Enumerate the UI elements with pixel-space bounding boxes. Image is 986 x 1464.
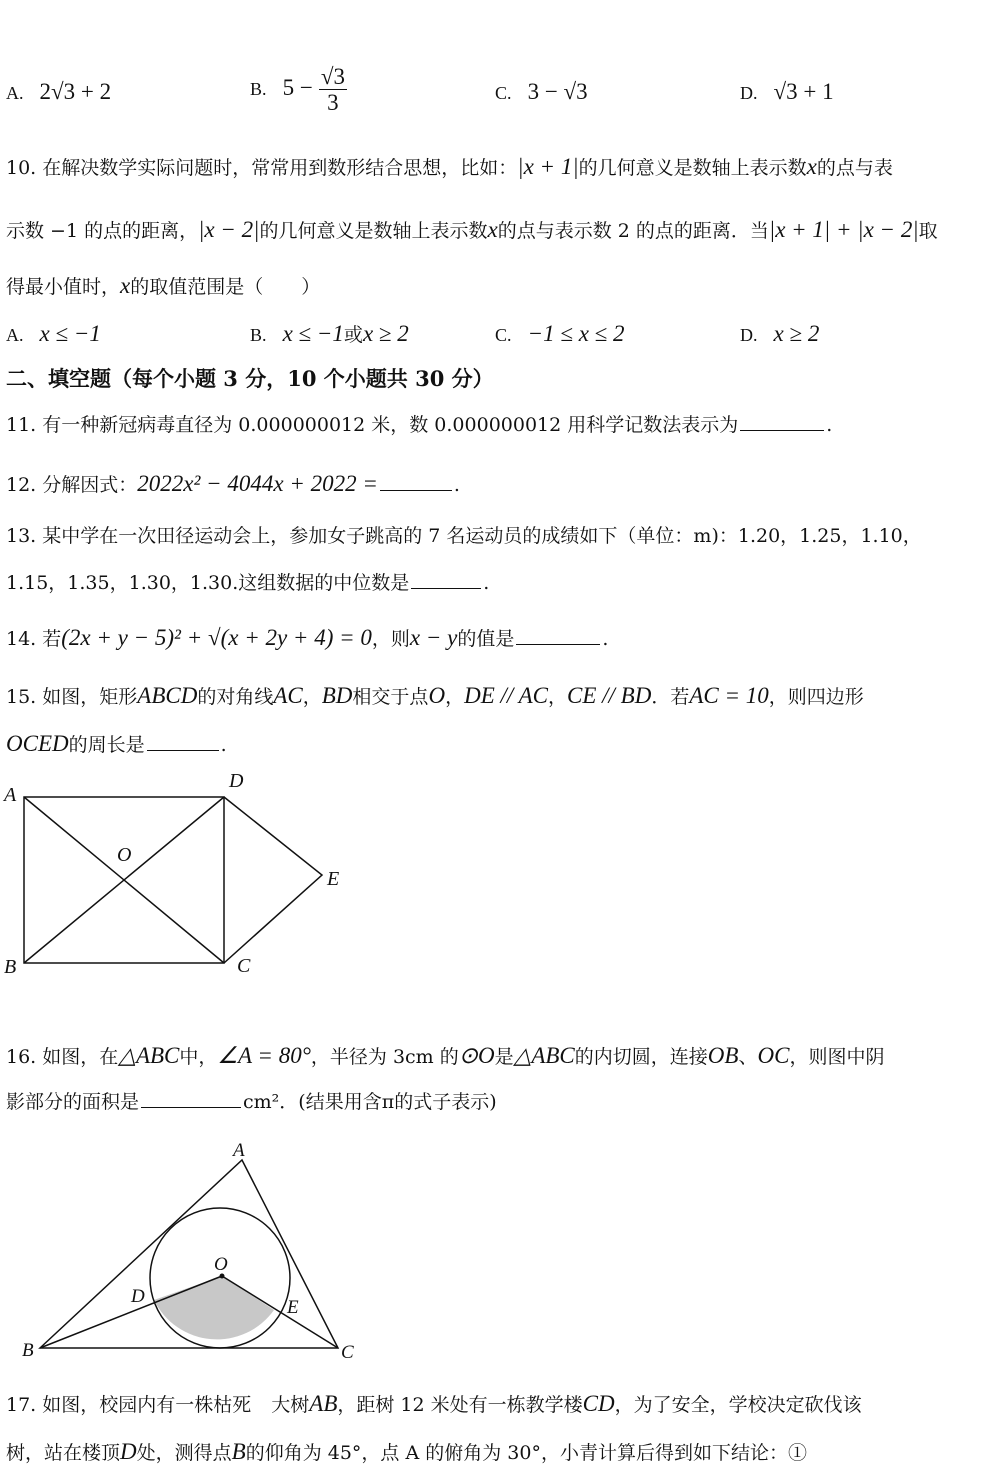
fraction-numerator: √3 [320, 64, 345, 89]
math: x [120, 273, 131, 298]
text: ，半径为 3cm 的 [310, 1046, 459, 1068]
math: |x + 1| + |x − 2| [768, 217, 919, 242]
math: x [806, 154, 817, 179]
math: DE // AC [464, 683, 548, 708]
text: 17. 如图，校园内有一株枯死 [6, 1394, 252, 1416]
text: . [483, 572, 490, 594]
math: ABCD [137, 683, 198, 708]
option-label: A. [6, 325, 24, 345]
text: ，则 [371, 628, 410, 650]
label-b: B [4, 956, 17, 978]
text: ，则四边形 [768, 686, 864, 708]
math: x − y [409, 625, 458, 650]
q10-option-d [740, 322, 819, 345]
math: BD [321, 683, 353, 708]
text: ．若 [651, 686, 690, 708]
math: AB [309, 1391, 338, 1416]
text: 11. 有一种新冠病毒直径为 0.000000012 米，数 0.000000012 用科学记数法表示为 [6, 414, 739, 436]
text: ， [445, 686, 465, 708]
text: 10. 在解决数学实际问题时，常常用到数形结合思想，比如： [6, 157, 518, 179]
option-label: A. [6, 83, 24, 103]
text: . [826, 414, 833, 436]
text: . [453, 474, 460, 496]
option-label: B. [250, 325, 267, 345]
text: cm²．(结果用含 [243, 1091, 382, 1113]
answer-blank[interactable] [740, 429, 824, 431]
text: 12. 分解因式： [6, 474, 138, 496]
math: OCED [6, 731, 69, 756]
q10-option-b [250, 322, 409, 345]
q13-line-2 [6, 574, 489, 593]
text: 的值是 [457, 628, 515, 650]
math: ⊙O [458, 1043, 495, 1068]
math: OB [707, 1043, 739, 1068]
text: 的点与表示数 2 的点的距离．当 [497, 220, 769, 242]
q10-option-a [6, 322, 101, 345]
q10-line-2 [6, 218, 938, 241]
q10-line-1 [6, 155, 893, 178]
q15-line-2 [6, 732, 227, 755]
label-o: O [214, 1254, 228, 1275]
math: OC [757, 1043, 790, 1068]
text: 的几何意义是数轴上表示数 [578, 157, 807, 179]
option-math: √3 + 1 [773, 79, 834, 104]
math: O [428, 683, 446, 708]
text: ， [548, 686, 568, 708]
text: 的仰角为 45°，点 A 的俯角为 30°，小青计算后得到如下结论：① [245, 1442, 807, 1464]
math: ∠A = 80° [217, 1043, 311, 1068]
q9-option-a [6, 80, 111, 103]
option-label: C. [495, 325, 512, 345]
q15-line-1 [6, 684, 864, 707]
text: 大树 [271, 1394, 310, 1416]
math: △ABC [118, 1043, 180, 1068]
q16-line-2 [6, 1093, 497, 1112]
label-a: A [4, 784, 17, 806]
option-math: x ≥ 2 [773, 321, 820, 346]
q9-option-c [495, 80, 588, 103]
text: 相交于点 [352, 686, 429, 708]
math: △ABC [513, 1043, 575, 1068]
lines-de-ce [224, 797, 322, 963]
q9-option-b [250, 64, 347, 116]
q10-line-3 [6, 274, 320, 297]
math: 2022x² − 4044x + 2022 = [137, 471, 378, 496]
answer-blank[interactable] [380, 489, 452, 491]
option-math: 5 − [282, 74, 313, 100]
text: 、 [738, 1046, 758, 1068]
label-d: D [131, 1286, 145, 1307]
text: 示数 −1 的点的距离， [6, 220, 199, 242]
math: (2x + y − 5)² + √(x + 2y + 4) = 0 [61, 625, 372, 650]
option-label: D. [740, 325, 758, 345]
math: CD [582, 1391, 615, 1416]
text: 的式子表示) [394, 1091, 497, 1113]
q11 [6, 416, 832, 435]
q13-line-1: 13. 某中学在一次田径运动会上，参加女子跳高的 7 名运动员的成绩如下（单位：m)：1.20，1.25，1.10， [6, 525, 922, 547]
q16-line-1 [6, 1044, 884, 1067]
option-math: x ≥ 2 [362, 321, 409, 346]
text: 的几何意义是数轴上表示数 [259, 220, 488, 242]
figure-incircle [0, 1130, 380, 1370]
label-d: D [229, 770, 244, 792]
q14 [6, 626, 608, 649]
math: |x − 2| [198, 217, 260, 242]
math: D [120, 1439, 137, 1464]
label-e: E [327, 868, 340, 890]
text: . [602, 628, 609, 650]
fraction [319, 64, 347, 116]
math: π [381, 1091, 395, 1113]
math: x [487, 217, 498, 242]
option-text: 或 [343, 324, 363, 346]
text: 处，测得点 [136, 1442, 232, 1464]
option-math: x ≤ −1 [282, 321, 344, 346]
text: 影部分的面积是 [6, 1091, 140, 1113]
text: ，距树 12 米处有一栋教学楼 [337, 1394, 583, 1416]
text: ，为了安全，学校决定砍伐该 [614, 1394, 862, 1416]
text: 中， [179, 1046, 218, 1068]
text: 1.15，1.35，1.30，1.30.这组数据的中位数是 [6, 572, 410, 594]
text: ，则图中阴 [789, 1046, 885, 1068]
option-label: C. [495, 83, 512, 103]
answer-blank[interactable] [147, 749, 219, 751]
text: 树，站在楼顶 [6, 1442, 121, 1464]
label-c: C [237, 955, 251, 977]
text: 的点与表 [816, 157, 893, 179]
text: 的内切圆，连接 [574, 1046, 708, 1068]
text: 的周长是 [68, 734, 145, 756]
math: |x + 1| [517, 154, 579, 179]
q17-line-1 [6, 1392, 862, 1415]
text: 得最小值时， [6, 276, 121, 298]
answer-blank[interactable] [411, 587, 481, 589]
q10-option-c [495, 322, 625, 345]
option-label: B. [250, 78, 267, 99]
label-e: E [287, 1297, 299, 1318]
answer-blank[interactable] [516, 643, 600, 645]
text: ， [302, 686, 322, 708]
math: AC [273, 683, 303, 708]
label-c: C [341, 1342, 354, 1363]
option-math: 2√3 + 2 [39, 79, 112, 104]
option-label: D. [740, 83, 758, 103]
option-math: 3 − √3 [527, 79, 588, 104]
label-b: B [22, 1340, 34, 1361]
label-a: A [233, 1140, 245, 1161]
text: 14. 若 [6, 628, 62, 650]
option-math: x ≤ −1 [39, 321, 101, 346]
q17-line-2 [6, 1440, 807, 1463]
text: 的取值范围是（ ） [130, 276, 321, 298]
q12 [6, 472, 460, 495]
math: B [231, 1439, 246, 1464]
fraction-denominator: 3 [327, 90, 339, 116]
text: 取 [918, 220, 938, 242]
q9-option-d [740, 80, 834, 103]
text: 15. 如图，矩形 [6, 686, 138, 708]
text: . [220, 734, 227, 756]
figure-rectangle [0, 765, 360, 980]
answer-blank[interactable] [141, 1106, 241, 1108]
math: AC = 10 [689, 683, 769, 708]
text: 的对角线 [197, 686, 274, 708]
section-heading: 二、填空题（每个小题 3 分，10 个小题共 30 分） [6, 366, 494, 391]
math: CE // BD [567, 683, 652, 708]
text: 16. 如图，在 [6, 1046, 119, 1068]
text: 是 [494, 1046, 514, 1068]
option-math: −1 ≤ x ≤ 2 [527, 321, 625, 346]
label-o: O [117, 844, 132, 866]
